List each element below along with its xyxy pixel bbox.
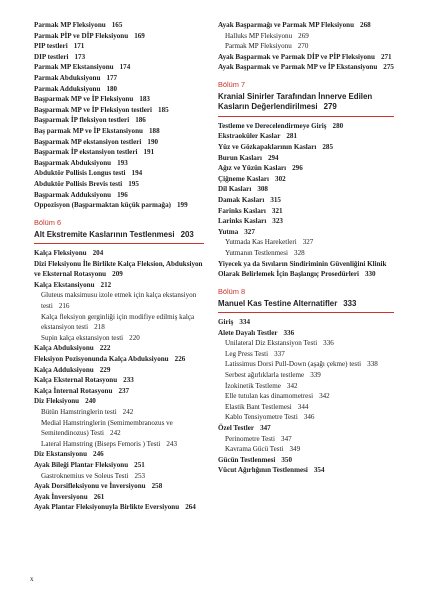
toc-entry[interactable] [34, 280, 204, 291]
toc-entry-page: 342 [319, 392, 330, 401]
chapter-title[interactable] [34, 228, 204, 244]
toc-entry-title: Medial Hamstringlerin (Semimembranozus ve Semitendinozus) Testi [41, 418, 173, 438]
toc-entry-page: 350 [281, 455, 292, 464]
toc-entry-title: Yutmanın Testlenmesi [225, 248, 289, 257]
toc-entry-page: 177 [106, 73, 118, 82]
toc-entry[interactable] [34, 52, 204, 63]
toc-entry[interactable] [34, 375, 204, 386]
toc-entry-page: 337 [274, 349, 285, 358]
toc-entry[interactable] [218, 317, 394, 328]
toc-entry-title: Ayak Dorsifleksiyonu ve İnversiyonu [34, 482, 146, 491]
toc-entry-page: 308 [257, 185, 268, 194]
toc-entry-title: Kalça Abduksiyonu [34, 344, 94, 353]
toc-entry-page: 229 [99, 365, 111, 374]
toc-entry-title: Yiyecek ya da Sıvıların Sindiriminin Güvenliğini Klinik Olarak Belirlemek İçin Başlangıç Prosedürleri [218, 259, 387, 279]
toc-entry-page: 271 [380, 52, 392, 61]
toc-entry-page: 261 [93, 492, 105, 501]
toc-entry-title: Diz Fleksiyonu [34, 397, 80, 406]
toc-entry[interactable] [34, 439, 204, 450]
toc-entry-page: 268 [360, 21, 371, 29]
toc-entry-page: 193 [117, 158, 128, 167]
toc-entry-title: Ayak Başparmağı ve Parmak MP Fleksiyonu [218, 21, 355, 29]
toc-entry-title: Parmak MP Fleksiyonu [225, 42, 292, 51]
toc-entry-title: Unilateral Diz Ekstansiyon Testi [225, 339, 318, 348]
toc-entry-title: Çiğneme Kasları [218, 174, 270, 183]
toc-entry-title: Yutma [218, 227, 239, 236]
toc-entry-title: Larinks Kasları [218, 217, 267, 226]
toc-entry[interactable] [218, 455, 394, 466]
toc-entry-page: 222 [99, 344, 111, 353]
toc-entry-page: 169 [134, 31, 145, 40]
toc-entry[interactable] [34, 418, 204, 439]
toc-entry-title: Baş parmak MP ve İP Ekstansiyonu [34, 126, 143, 135]
toc-entry[interactable] [218, 412, 394, 423]
toc-entry-title: Abduktör Pollisis Brevis testi [34, 179, 123, 188]
toc-entry-title: Testleme ve Derecelendirmeye Giriş [218, 121, 327, 130]
toc-entry-title: Yüz ve Gözkapaklarının Kasları [218, 142, 317, 151]
toc-entry-title: Parmak PİP ve DİP Fleksiyonu [34, 31, 129, 40]
toc-entry-page: 269 [298, 31, 309, 40]
toc-entry-title: Ayak İnversiyonu [34, 492, 88, 501]
toc-entry[interactable] [218, 163, 394, 174]
toc-entry-page: 174 [119, 63, 131, 72]
toc-entry-page: 237 [118, 386, 130, 395]
toc-entry-title: Kalça Adduksiyonu [34, 365, 94, 374]
toc-entry-title: Başparmak MP ve İP Fleksiyonu [34, 95, 134, 104]
toc-entry[interactable] [218, 20, 394, 31]
toc-entry[interactable] [34, 312, 204, 333]
toc-entry-title: Başparmak İP fleksiyon testleri [34, 116, 130, 125]
toc-entry-page: 216 [58, 302, 70, 311]
toc-entry-title: PIP testleri [34, 42, 68, 51]
toc-entry-page: 342 [286, 381, 298, 390]
toc-entry-page: 180 [106, 84, 118, 93]
toc-entry[interactable] [34, 449, 204, 460]
toc-entry[interactable] [34, 190, 204, 201]
toc-entry-title: Gluteus maksimusu izole etmek için kalça ekstansiyon testi [41, 291, 197, 311]
toc-entry[interactable] [34, 354, 204, 365]
toc-entry[interactable] [218, 391, 394, 402]
toc-entry-title: Elle tutulan kas dinamometresi [225, 392, 314, 401]
toc-entry[interactable] [34, 168, 204, 179]
toc-entry-page: 338 [367, 360, 378, 369]
toc-entry-page: 226 [174, 355, 186, 364]
toc-entry-title: Halluks MP Fleksiyonu [225, 31, 293, 40]
toc-entry[interactable] [34, 94, 204, 105]
toc-entry-title: Ayak Başparmak ve Parmak DİP ve PİP Fleksiyonu [218, 52, 375, 61]
toc-entry-page: 173 [74, 52, 86, 61]
toc-entry-title: Özel Testler [218, 424, 255, 433]
toc-entry-page: 339 [310, 371, 321, 380]
chapter-label: Bölüm 6 [34, 217, 62, 227]
toc-entry-page: 183 [139, 95, 150, 104]
toc-entry-title: Gastroknemius ve Soleus Testi [41, 471, 129, 480]
toc-entry-title: Parmak Abduksiyonu [34, 73, 101, 82]
toc-entry-page: 165 [111, 21, 123, 29]
toc-entry-page: 199 [176, 201, 188, 210]
toc-entry-title: Kalça fleksiyon gerginliği için modifiye edilmiş kalça ekstansiyon testi [41, 312, 195, 332]
toc-entry[interactable] [218, 195, 394, 206]
toc-entry-title: Ayak Bileği Plantar Fleksiyonu [34, 460, 129, 469]
toc-entry-title: Diz Ekstansiyonu [34, 450, 88, 459]
toc-entry[interactable] [34, 84, 204, 95]
toc-entry-page: 330 [364, 270, 376, 279]
toc-entry[interactable] [34, 73, 204, 84]
toc-entry[interactable] [218, 328, 394, 339]
toc-entry-title: Giriş [218, 318, 234, 327]
toc-entry[interactable] [34, 471, 204, 482]
toc-entry[interactable] [218, 359, 394, 370]
toc-entry-title: Kalça Eksternal Rotasyonu [34, 376, 118, 385]
toc-entry-title: Lateral Hamstring (Biseps Femoris ) Testi [41, 439, 161, 448]
toc-entry-page: 186 [135, 116, 146, 125]
toc-entry[interactable] [34, 492, 204, 503]
toc-entry-page: 196 [117, 190, 128, 199]
toc-entry-page: 270 [297, 42, 309, 51]
toc-entry-page: 246 [93, 450, 104, 459]
toc-entry-page: 327 [244, 227, 255, 236]
toc-entry[interactable] [218, 370, 394, 381]
toc-entry-page: 323 [272, 217, 283, 226]
toc-entry-page: 258 [151, 482, 163, 491]
toc-entry-title: Parmak MP Fleksiyonu [34, 21, 106, 29]
toc-entry[interactable] [34, 41, 204, 52]
toc-entry-title: Ayak Plantar Fleksiyonuyla Birlikte Eversiyonu [34, 503, 180, 512]
toc-entry[interactable] [34, 386, 204, 397]
toc-entry[interactable] [34, 502, 204, 513]
toc-entry-title: Vücut Ağırlığının Testlenmesi [218, 466, 308, 475]
toc-entry-title: Gücün Testlenmesi [218, 455, 276, 464]
toc-entry[interactable] [34, 115, 204, 126]
toc-entry-title: İzokinetik Testleme [225, 381, 281, 390]
toc-entry-page: 321 [271, 206, 283, 215]
toc-entry-page: 285 [322, 142, 333, 151]
toc-entry-title: Latissimus Dorsi Pull-Down (aşağı çekme) testi [225, 360, 362, 369]
toc-entry[interactable] [218, 465, 394, 476]
toc-entry-page: 344 [297, 402, 309, 411]
toc-entry-title: Başparmak İP ekstansiyon testleri [34, 148, 138, 157]
chapter-title-text: Kranial Sinirler Tarafından İnnerve Edilen Kasların Değerlendirilmesi [218, 91, 373, 112]
toc-entry-title: Kablo Tensiyometre Testi [225, 413, 298, 422]
toc-entry-title: Başparmak MP ekstansiyon testleri [34, 137, 142, 146]
toc-entry-page: 294 [267, 153, 279, 162]
chapter-title[interactable] [218, 297, 394, 313]
toc-entry[interactable] [218, 206, 394, 217]
toc-entry[interactable] [34, 396, 204, 407]
toc-entry[interactable] [34, 137, 204, 148]
toc-entry-page: 209 [112, 270, 123, 279]
toc-entry-page: 251 [134, 460, 145, 469]
toc-entry-page: 281 [286, 132, 297, 141]
toc-entry-title: Başparmak MP ve İP Fleksiyon testleri [34, 105, 153, 114]
toc-entry-title: Damak Kasları [218, 195, 265, 204]
toc-entry[interactable] [34, 179, 204, 190]
toc-entry-page: 336 [323, 339, 334, 348]
toc-entry-page: 302 [275, 174, 286, 183]
chapter-label: Bölüm 7 [218, 79, 246, 89]
toc-entry-title: DIP testleri [34, 52, 69, 61]
chapter-label: Bölüm 8 [218, 286, 246, 296]
toc-entry[interactable] [218, 349, 394, 360]
toc-entry[interactable] [34, 259, 204, 280]
toc-entry[interactable] [34, 333, 204, 344]
toc-entry[interactable] [34, 31, 204, 42]
toc-entry-page: 218 [94, 323, 105, 332]
toc-entry-page: 220 [129, 333, 140, 342]
toc-entry-title: Perinometre Testi [225, 434, 276, 443]
toc-entry-page: 191 [143, 148, 155, 157]
toc-entry[interactable] [218, 237, 394, 248]
toc-entry-title: Ayak Başparmak ve Parmak MP ve İP Ekstansiyonu [218, 63, 378, 72]
toc-entry-title: Fleksiyon Pozisyonunda Kalça Abduksiyonu [34, 355, 169, 364]
toc-entry[interactable] [34, 62, 204, 73]
toc-entry[interactable] [218, 31, 394, 42]
toc-entry-page: 327 [302, 238, 314, 247]
toc-entry[interactable] [34, 126, 204, 137]
chapter-title[interactable] [218, 90, 394, 117]
toc-entry-title: Ekstraoküler Kaslar [218, 132, 281, 141]
toc-entry-title: Farinks Kasları [218, 206, 266, 215]
toc-entry[interactable] [34, 343, 204, 354]
toc-entry-page: 349 [289, 445, 301, 454]
toc-right-column [218, 20, 394, 476]
toc-entry[interactable] [218, 259, 394, 280]
toc-entry-page: 264 [185, 503, 196, 512]
toc-entry[interactable] [218, 248, 394, 259]
toc-entry-title: Başparmak Abduksiyonu [34, 158, 112, 167]
toc-entry-title: Burun Kasları [218, 153, 262, 162]
toc-entry-page: 334 [239, 318, 251, 327]
toc-entry[interactable] [218, 227, 394, 238]
toc-entry[interactable] [218, 423, 394, 434]
toc-entry[interactable] [218, 216, 394, 227]
toc-entry-page: 240 [85, 397, 96, 406]
toc-entry[interactable] [34, 147, 204, 158]
toc-entry[interactable] [34, 248, 204, 259]
toc-left-column [34, 20, 204, 513]
toc-entry-page: 296 [292, 164, 303, 173]
toc-entry-page: 171 [73, 42, 85, 51]
toc-entry[interactable] [218, 62, 394, 73]
toc-entry[interactable] [34, 365, 204, 376]
toc-entry[interactable] [34, 158, 204, 169]
toc-entry[interactable] [34, 105, 204, 116]
toc-entry[interactable] [34, 407, 204, 418]
toc-entry-title: Yutmada Kas Hareketleri [225, 238, 297, 247]
toc-entry[interactable] [34, 200, 204, 211]
toc-entry-title: Dizi Fleksiyonu İle Birlikte Kalça Fleksion, Abduksiyon ve Eksternal Rotasyonu [34, 259, 203, 279]
chapter-title-page: 203 [180, 229, 194, 239]
toc-entry-page: 243 [166, 439, 177, 448]
toc-entry[interactable] [218, 444, 394, 455]
toc-entry[interactable] [218, 184, 394, 195]
toc-entry-title: Dil Kasları [218, 185, 252, 194]
toc-entry-page: 204 [92, 249, 104, 258]
toc-entry-page: 233 [123, 376, 134, 385]
chapter-title-text: Alt Ekstremite Kaslarının Testlenmesi [34, 229, 175, 239]
toc-entry-page: 253 [134, 471, 146, 480]
toc-entry[interactable] [218, 121, 394, 132]
toc-entry[interactable] [218, 381, 394, 392]
toc-entry-title: Başparmak Adduksiyonu [34, 190, 112, 199]
toc-entry[interactable] [218, 52, 394, 63]
toc-entry-title: Parmak Adduksiyonu [34, 84, 101, 93]
toc-entry-title: Kavrama Gücü Testi [225, 445, 284, 454]
toc-entry[interactable] [218, 142, 394, 153]
toc-entry-page: 242 [110, 429, 121, 438]
toc-entry-page: 275 [383, 63, 394, 72]
toc-entry[interactable] [34, 460, 204, 471]
toc-entry-title: Ağız ve Yüzün Kasları [218, 164, 287, 173]
toc-entry[interactable] [218, 434, 394, 445]
toc-entry[interactable] [218, 41, 394, 52]
toc-entry[interactable] [218, 402, 394, 413]
toc-entry-title: Elastik Bant Testlemesi [225, 402, 292, 411]
toc-entry-page: 212 [100, 280, 112, 289]
chapter-title-text: Manuel Kas Testine Alternatifler [218, 298, 338, 308]
toc-entry[interactable] [34, 20, 204, 31]
toc-entry-title: Abduktör Pollisis Longus testi [34, 169, 126, 178]
toc-entry-page: 242 [122, 408, 134, 416]
toc-entry-title: Alete Dayalı Testler [218, 328, 278, 337]
toc-entry-title: Parmak MP Ekstansiyonu [34, 63, 114, 72]
toc-entry-page: 347 [260, 424, 271, 433]
toc-entry-page: 328 [294, 248, 305, 257]
toc-entry[interactable] [218, 174, 394, 185]
toc-entry-page: 347 [281, 434, 292, 443]
toc-entry-title: Leg Press Testi [225, 349, 269, 358]
toc-entry-title: Kalça İnternal Rotasyonu [34, 386, 113, 395]
toc-entry-page: 195 [128, 179, 139, 188]
toc-entry-page: 188 [149, 126, 160, 135]
toc-entry-page: 354 [313, 466, 325, 475]
toc-entry-title: Kalça Ekstansiyonu [34, 280, 95, 289]
page-folio: x [30, 575, 34, 583]
toc-entry-page: 194 [131, 169, 143, 178]
toc-entry-page: 190 [147, 137, 159, 146]
toc-entry-page: 315 [270, 195, 281, 204]
chapter-title-page: 279 [323, 102, 337, 112]
toc-entry[interactable] [218, 338, 394, 349]
toc-entry[interactable] [218, 131, 394, 142]
toc-entry-page: 346 [303, 413, 315, 422]
toc-entry-title: Oppozisyon (Başparmaktan küçük parmağa) [34, 201, 171, 210]
toc-entry[interactable] [34, 481, 204, 492]
toc-entry-page: 336 [283, 328, 295, 337]
chapter-title-page: 333 [343, 298, 357, 308]
toc-entry[interactable] [34, 290, 204, 311]
toc-entry-page: 280 [332, 121, 344, 130]
toc-entry-page: 185 [158, 105, 169, 114]
toc-entry-title: Supin kalça ekstansiyon testi [41, 333, 124, 342]
toc-entry-title: Serbest ağırlıklarla testleme [225, 371, 305, 380]
toc-entry-title: Kalça Fleksiyonu [34, 249, 87, 258]
toc-entry[interactable] [218, 153, 394, 164]
toc-entry-title: Bütün Hamstringlerin testi [41, 408, 117, 416]
